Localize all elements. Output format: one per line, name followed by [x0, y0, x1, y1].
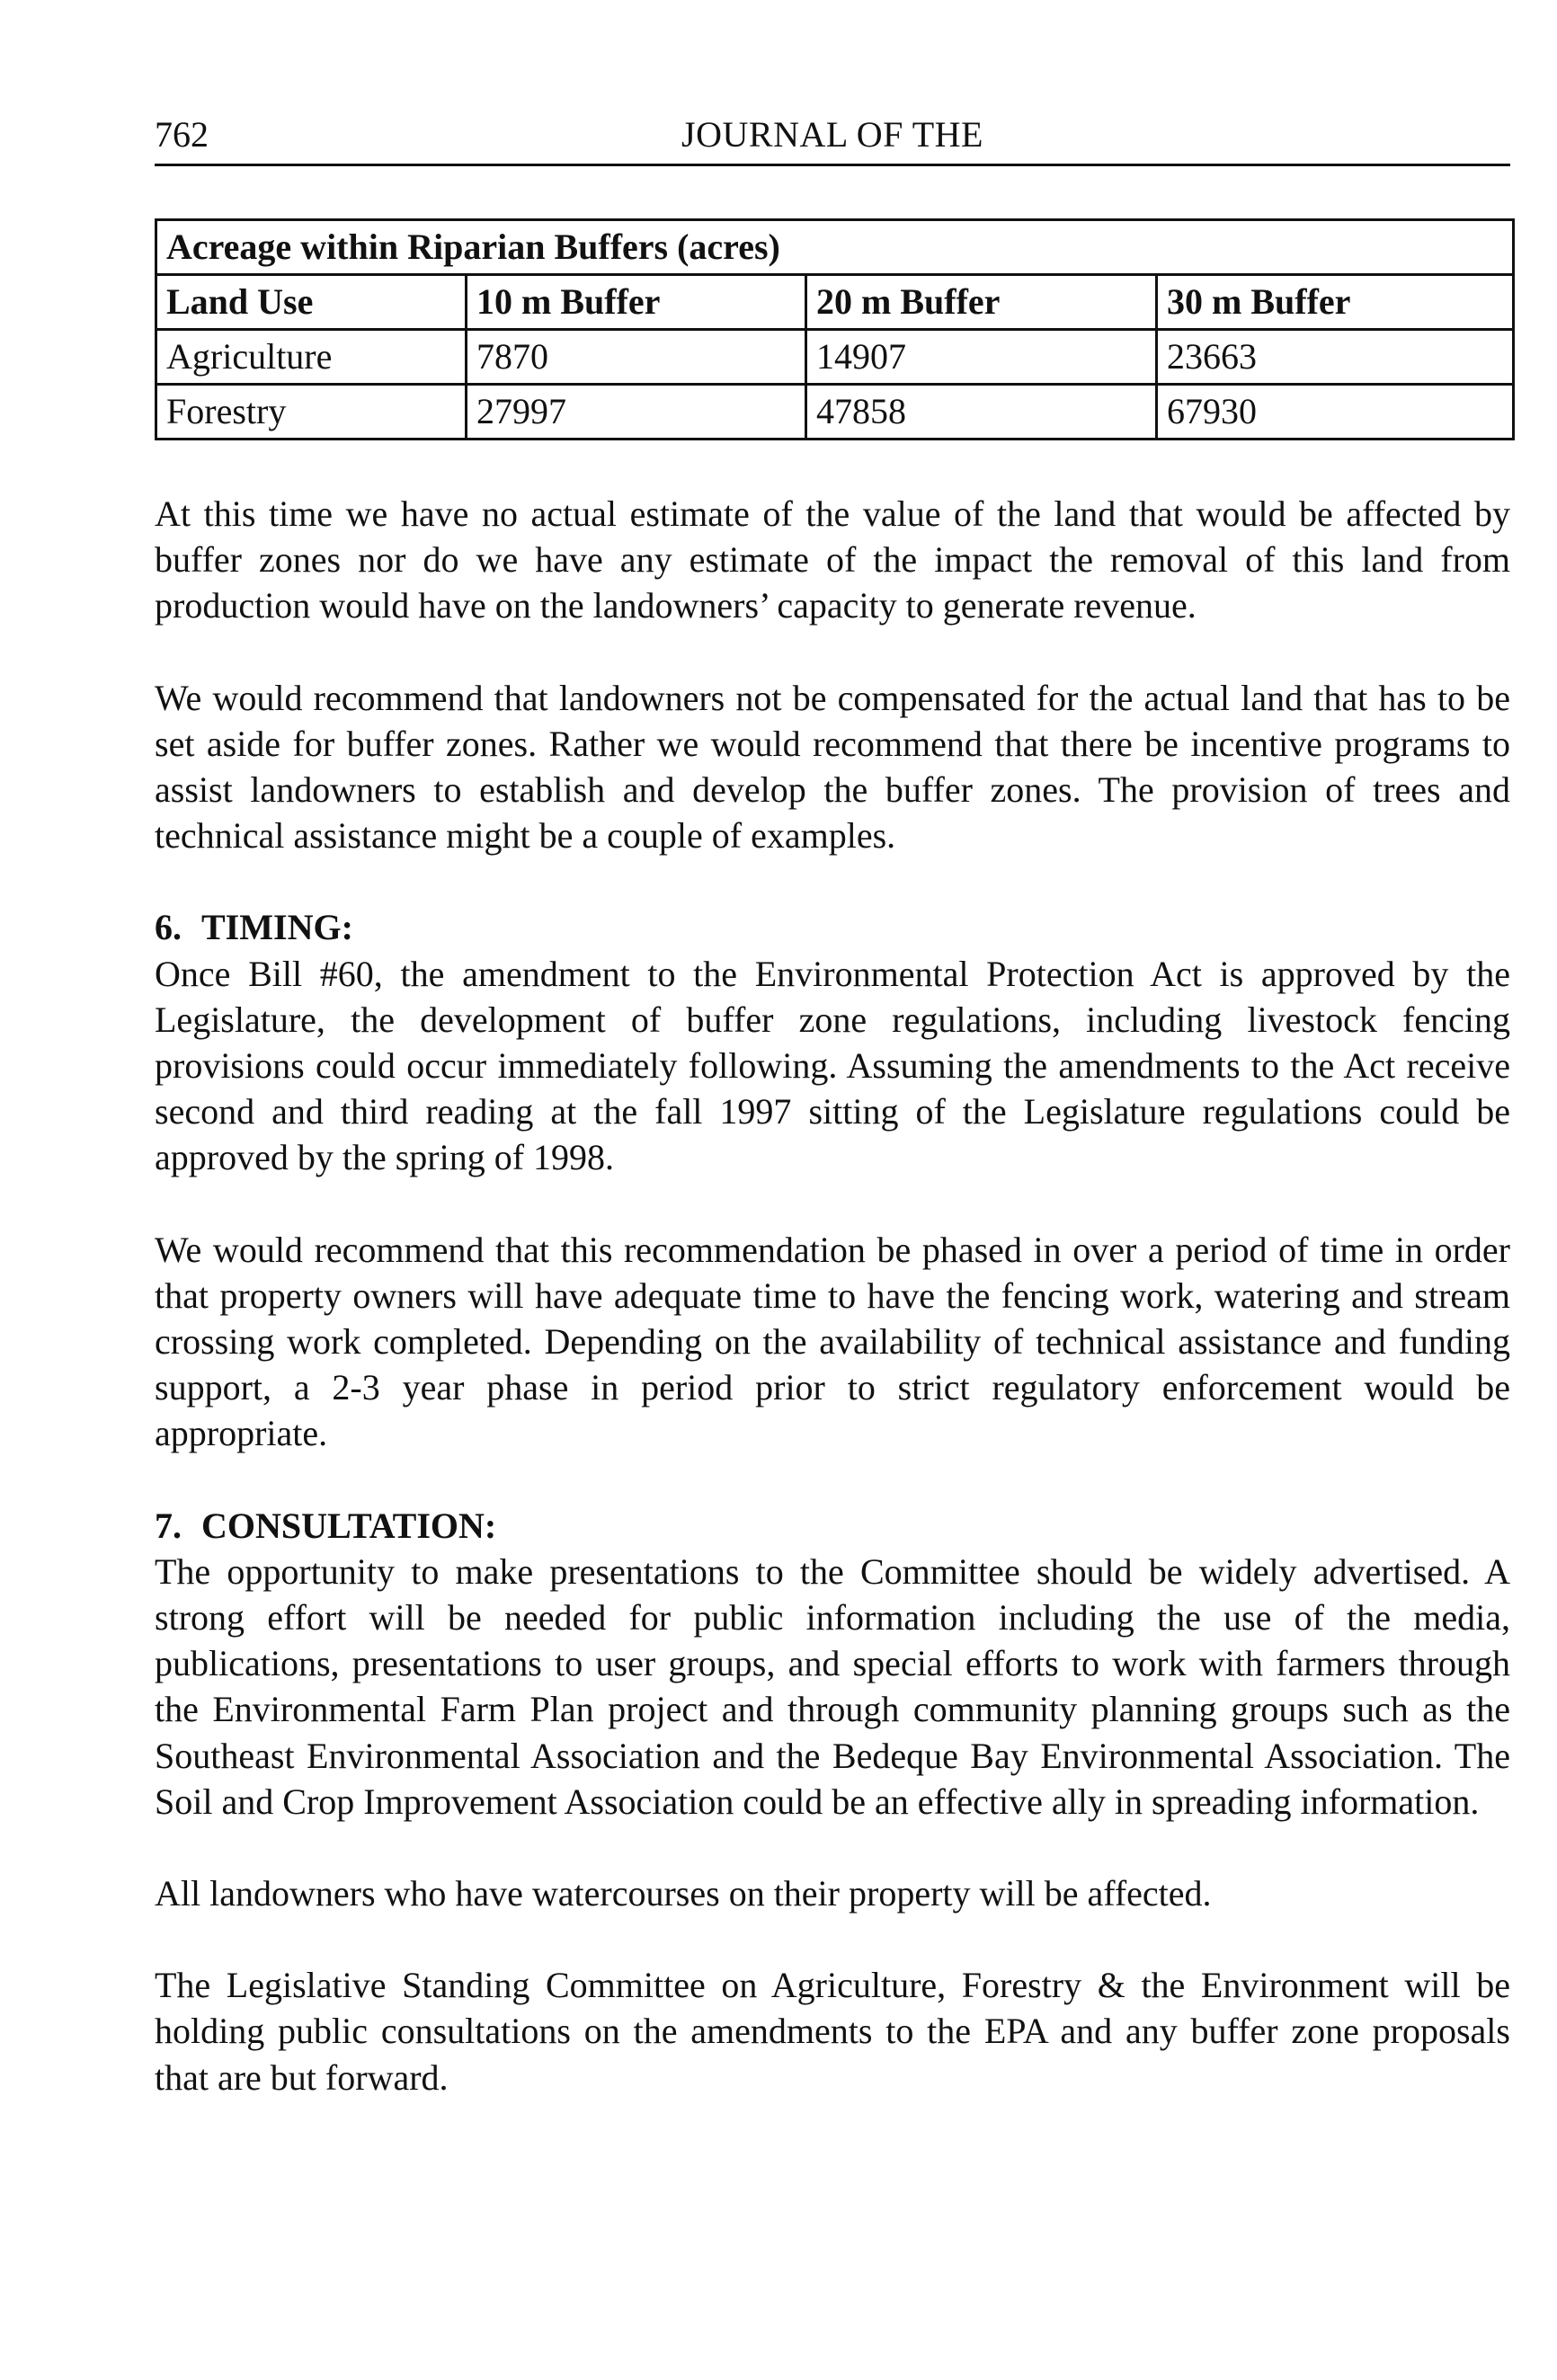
table-cell-20m: 47858: [806, 385, 1157, 440]
table-caption: Acreage within Riparian Buffers (acres): [156, 220, 1514, 275]
table-cell-land-use: Forestry: [156, 385, 467, 440]
page-number: 762: [155, 114, 209, 155]
table-cell-10m: 27997: [467, 385, 806, 440]
table-row: [156, 385, 1514, 440]
section-title: CONSULTATION:: [201, 1505, 497, 1546]
table-cell-land-use: Agriculture: [156, 330, 467, 385]
section-number: 6.: [155, 907, 182, 948]
column-header-land-use: Land Use: [156, 275, 467, 330]
running-header: [155, 108, 1510, 166]
column-header-20m-buffer: 20 m Buffer: [806, 275, 1157, 330]
document-page: [155, 108, 1510, 2100]
table-cell-20m: 14907: [806, 330, 1157, 385]
table-cell-30m: 23663: [1157, 330, 1514, 385]
column-header-10m-buffer: 10 m Buffer: [467, 275, 806, 330]
paragraph-land-value: At this time we have no actual estimate of the value of the land that would be affected by buffer zones nor do we have any estimate of the impact the removal of this land from production would have on the landowners’ capacity to generate revenue.: [155, 493, 1510, 626]
section-number: 7.: [155, 1505, 182, 1546]
table-cell-10m: 7870: [467, 330, 806, 385]
paragraph-consultation: The opportunity to make presentations to the Committee should be widely advertised. A strong effort will be needed for public information including the use of the media, publications, presentations to user groups, and special efforts to work with farmers through the Environmental Farm Plan project and through community planning groups such as the Southeast Environmental Association and the Bedeque Bay Environmental Association. The Soil and Crop Improvement Association could be an effective ally in spreading information.: [155, 1550, 1510, 1822]
riparian-buffer-table: [155, 218, 1515, 440]
paragraph-timing: Once Bill #60, the amendment to the Environmental Protection Act is approved by the Legislature, the development of buffer zone regulations, including livestock fencing provisions could occur immediately following. Assuming the amendments to the Act receive second and third reading at the fall 1997 sitting of the Legislature regulations could be approved by the spring of 1998.: [155, 953, 1510, 1178]
table-header-row: [156, 275, 1514, 330]
table-cell-30m: 67930: [1157, 385, 1514, 440]
section-title: TIMING:: [201, 907, 353, 948]
journal-title: JOURNAL OF THE: [681, 114, 983, 155]
table-caption-row: [156, 220, 1514, 275]
paragraph-affected-landowners: All landowners who have watercourses on their property will be affected.: [155, 1873, 1212, 1914]
section-heading-consultation: [155, 1503, 1510, 1549]
paragraph-compensation: We would recommend that landowners not be compensated for the actual land that has to be set aside for buffer zones. Rather we would recommend that there be incentive programs to assist landowners to establish and develop the buffer zones. The provision of trees and technical assistance might be a couple of examples.: [155, 677, 1510, 857]
paragraph-phase-in: We would recommend that this recommendation be phased in over a period of time in order that property owners will have adequate time to have the fencing work, watering and stream crossing work completed. Depending on the availability of technical assistance and funding support, a 2-3 year phase in period prior to strict regulatory enforcement would be appropriate.: [155, 1229, 1510, 1454]
table-row: [156, 330, 1514, 385]
section-heading-timing: [155, 904, 1510, 950]
column-header-30m-buffer: 30 m Buffer: [1157, 275, 1514, 330]
paragraph-standing-committee: The Legislative Standing Committee on Agriculture, Forestry & the Environment will be holding public consultations on the amendments to the EPA and any buffer zone proposals that are but forward.: [155, 1965, 1510, 2098]
